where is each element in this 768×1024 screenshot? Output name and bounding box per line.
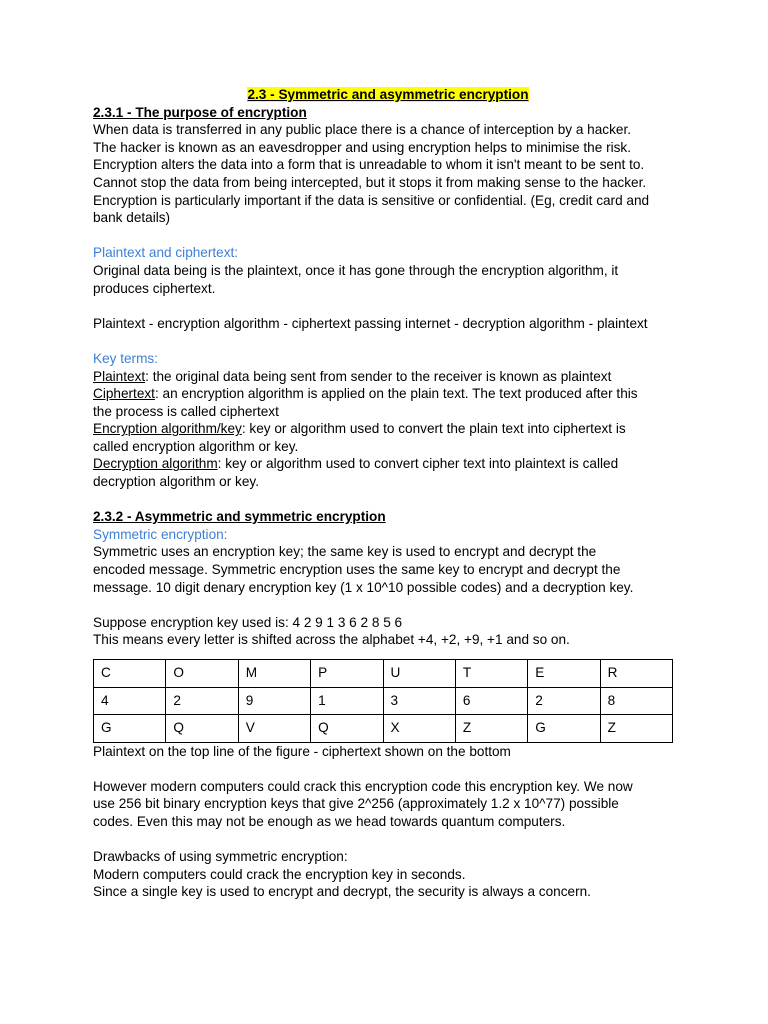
term-decryption-algorithm: Decryption algorithm xyxy=(93,456,218,472)
key-term-encryption xyxy=(93,420,683,438)
paragraph-line: bank details) xyxy=(93,210,171,226)
term-ciphertext: Ciphertext xyxy=(93,386,155,402)
paragraph-line: However modern computers could crack this encryption code this encryption key. We now xyxy=(93,778,633,794)
table-cell: O xyxy=(166,660,238,688)
table-cell: E xyxy=(528,660,600,688)
term-definition-cont: called encryption algorithm or key. xyxy=(93,438,299,454)
plaintext-ciphertext-heading: Plaintext and ciphertext: xyxy=(93,245,239,261)
table-cell: C xyxy=(94,660,166,688)
table-cell: X xyxy=(383,715,455,743)
table-cell: M xyxy=(238,660,310,688)
table-caption: Plaintext on the top line of the figure - ciphertext shown on the bottom xyxy=(93,743,511,759)
section-231-heading: 2.3.1 - The purpose of encryption xyxy=(93,104,307,120)
paragraph-line: Encryption alters the data into a form that is unreadable to whom it isn't meant to be sent to. xyxy=(93,157,645,173)
encryption-flow-line: Plaintext - encryption algorithm - ciphertext passing internet - decryption algorithm - plaintext xyxy=(93,315,648,331)
term-definition: : the original data being sent from sender to the receiver is known as plaintext xyxy=(145,368,612,384)
term-definition: : an encryption algorithm is applied on the plain text. The text produced after this xyxy=(154,386,638,402)
shift-explanation-line: This means every letter is shifted across the alphabet +4, +2, +9, +1 and so on. xyxy=(93,632,570,648)
cipher-table xyxy=(93,659,673,743)
paragraph-line: encoded message. Symmetric encryption uses the same key to encrypt and decrypt the xyxy=(93,562,621,578)
table-cell: 2 xyxy=(528,687,600,715)
encryption-key-line: Suppose encryption key used is: 4 2 9 1 3 6 2 8 5 6 xyxy=(93,614,403,630)
drawbacks-heading: Drawbacks of using symmetric encryption: xyxy=(93,849,348,865)
table-row-key xyxy=(94,687,673,715)
key-terms-heading: Key terms: xyxy=(93,350,158,366)
term-definition: : key or algorithm used to convert the plain text into ciphertext is xyxy=(241,421,626,437)
paragraph-line: The hacker is known as an eavesdropper and using encryption helps to minimise the risk. xyxy=(93,139,631,155)
table-cell: Z xyxy=(600,715,672,743)
paragraph-line: Modern computers could crack the encryption key in seconds. xyxy=(93,866,466,882)
section-232-heading: 2.3.2 - Asymmetric and symmetric encryption xyxy=(93,509,386,525)
paragraph-line: message. 10 digit denary encryption key (1 x 10^10 possible codes) and a decryption key. xyxy=(93,579,634,595)
table-cell: 6 xyxy=(455,687,527,715)
table-cell: Q xyxy=(166,715,238,743)
table-cell: U xyxy=(383,660,455,688)
table-cell: T xyxy=(455,660,527,688)
table-cell: 3 xyxy=(383,687,455,715)
term-definition-cont: decryption algorithm or key. xyxy=(93,474,259,490)
term-definition-cont: the process is called ciphertext xyxy=(93,403,279,419)
table-cell: 8 xyxy=(600,687,672,715)
term-encryption-algorithm: Encryption algorithm/key xyxy=(93,421,242,437)
table-row-plaintext xyxy=(94,660,673,688)
document-content xyxy=(93,86,683,901)
key-term-plaintext xyxy=(93,368,683,386)
table-cell: Z xyxy=(455,715,527,743)
paragraph-line: When data is transferred in any public place there is a chance of interception by a hacker. xyxy=(93,122,632,138)
table-cell: 9 xyxy=(238,687,310,715)
title-row xyxy=(93,86,683,104)
table-cell: G xyxy=(94,715,166,743)
table-cell: R xyxy=(600,660,672,688)
table-cell: 4 xyxy=(94,687,166,715)
paragraph-line: Cannot stop the data from being intercepted, but it stops it from making sense to the hacker. xyxy=(93,174,647,190)
paragraph-line: codes. Even this may not be enough as we head towards quantum computers. xyxy=(93,813,566,829)
key-term-ciphertext xyxy=(93,385,683,403)
paragraph-line: Encryption is particularly important if the data is sensitive or confidential. (Eg, credit card and xyxy=(93,192,650,208)
key-term-decryption xyxy=(93,455,683,473)
table-cell: 2 xyxy=(166,687,238,715)
paragraph-line: use 256 bit binary encryption keys that give 2^256 (approximately 1.2 x 10^77) possible xyxy=(93,796,619,812)
paragraph-line: Symmetric uses an encryption key; the same key is used to encrypt and decrypt the xyxy=(93,544,597,560)
paragraph-line: produces ciphertext. xyxy=(93,280,216,296)
paragraph-line: Original data being is the plaintext, once it has gone through the encryption algorithm, it xyxy=(93,262,619,278)
paragraph-line: Since a single key is used to encrypt and decrypt, the security is always a concern. xyxy=(93,884,591,900)
table-row-ciphertext xyxy=(94,715,673,743)
table-cell: 1 xyxy=(311,687,383,715)
table-cell: V xyxy=(238,715,310,743)
table-cell: P xyxy=(311,660,383,688)
document-title: 2.3 - Symmetric and asymmetric encryption xyxy=(247,87,529,102)
table-cell: G xyxy=(528,715,600,743)
term-definition: : key or algorithm used to convert cipher text into plaintext is called xyxy=(217,456,619,472)
term-plaintext: Plaintext xyxy=(93,368,146,384)
symmetric-encryption-heading: Symmetric encryption: xyxy=(93,526,228,542)
table-cell: Q xyxy=(311,715,383,743)
